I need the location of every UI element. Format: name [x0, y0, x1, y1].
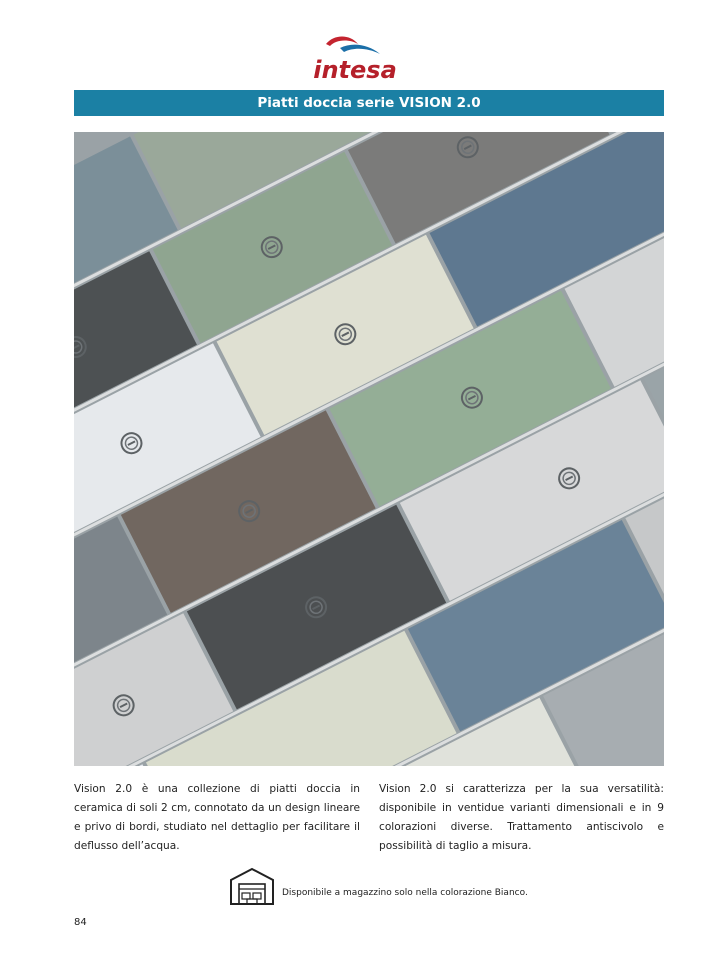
intro-text-right: Vision 2.0 si caratterizza per la sua versatilità: disponibile in ventidue varianti dimensionali e in 9 colorazioni diverse. Trattamento antiscivolo e possibilità di taglio a misura. — [379, 783, 664, 852]
logo-swoosh-red — [326, 37, 358, 47]
logo-swoosh-blue — [340, 45, 380, 54]
section-title-banner: Piatti doccia serie VISION 2.0 — [74, 90, 664, 116]
shower-trays-photo — [74, 132, 664, 766]
intro-text-left: Vision 2.0 è una collezione di piatti doccia in ceramica di soli 2 cm, connotato da un design lineare e privo di bordi, studiato nel dettaglio per facilitare il deflusso dell’acqua. — [74, 783, 360, 852]
stock-note-text: Disponibile a magazzino solo nella colorazione Bianco. — [282, 888, 528, 898]
page-number: 84 — [74, 917, 87, 928]
brand-logo — [0, 30, 710, 86]
logo-wordmark: intesa — [313, 56, 397, 84]
warehouse-icon — [228, 866, 276, 906]
stock-note — [228, 866, 528, 906]
